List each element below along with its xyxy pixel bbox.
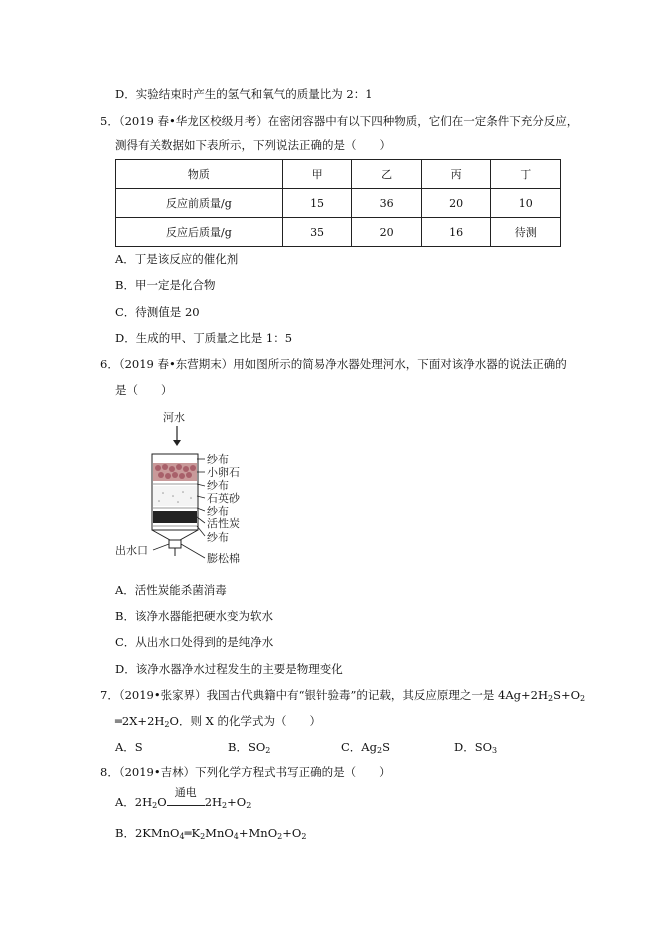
label-pebbles: 小卵石: [207, 466, 240, 479]
q5-option-d[interactable]: D．生成的甲、丁质量之比是 1：5: [115, 331, 293, 345]
q8-stem: 8．（2019•吉林）下列化学方程式书写正确的是（ ）: [100, 765, 391, 779]
table-row: [116, 160, 561, 189]
label-gauze-1: 纱布: [207, 453, 229, 466]
q8-option-b[interactable]: B．$2KMnO_4═K_2MnO_4+MnO_2+O_2$: [115, 826, 307, 841]
q6-option-d[interactable]: D．该净水器净水过程发生的主要是物理变化: [115, 662, 343, 676]
q6-option-c[interactable]: C．从出水口处得到的是纯净水: [115, 635, 274, 649]
q7-option-a[interactable]: A．S: [115, 740, 143, 754]
q4-option-d[interactable]: D．实验结束时产生的氢气和氧气的质量比为 2：1: [115, 87, 373, 101]
table-cell: 丙: [421, 160, 491, 189]
figure-label-river-water: 河水: [163, 411, 185, 424]
table-cell: 待测: [491, 218, 561, 247]
water-purifier-figure: [113, 408, 273, 568]
label-activated-carbon: 活性炭: [207, 517, 240, 530]
q6-stem-line2: 是（ ）: [115, 383, 173, 397]
label-quartz-sand: 石英砂: [207, 492, 240, 505]
table-cell: 甲: [282, 160, 352, 189]
q5-option-c[interactable]: C．待测值是 20: [115, 305, 200, 319]
table-cell: 15: [282, 189, 352, 218]
q7-stem-line2: $═2X+2H_2O$．则 X 的化学式为（ ）: [115, 714, 321, 729]
label-cotton: 膨松棉: [207, 552, 240, 565]
q7-option-d[interactable]: D．$SO_3$: [454, 740, 498, 755]
label-gauze-4: 纱布: [207, 531, 229, 544]
table-cell: 反应后质量/g: [116, 218, 283, 247]
table-cell: 反应前质量/g: [116, 189, 283, 218]
q5-stem-line2: 测得有关数据如下表所示，下列说法正确的是（ ）: [115, 138, 391, 152]
q5-option-a[interactable]: A．丁是该反应的催化剂: [115, 252, 239, 266]
table-cell: 20: [352, 218, 422, 247]
outlet-plug: [169, 540, 181, 548]
table-cell: 10: [491, 189, 561, 218]
table-cell: 16: [421, 218, 491, 247]
q6-stem-line1: 6．（2019 春•东营期末）用如图所示的简易净水器处理河水，下面对该净水器的说法正确的: [100, 357, 567, 371]
label-outlet: 出水口: [115, 544, 148, 557]
q6-option-a[interactable]: A．活性炭能杀菌消毒: [115, 583, 227, 597]
arrow-head-icon: [173, 440, 181, 446]
q5-option-b[interactable]: B．甲一定是化合物: [115, 278, 216, 292]
table-row: [116, 218, 561, 247]
sand-layer: [153, 486, 197, 506]
q7-option-b[interactable]: B．$SO_2$: [228, 740, 271, 755]
q8-option-a[interactable]: A．$2H_2O$ 通电 $2H_2+O_2$: [115, 786, 252, 810]
table-cell: 20: [421, 189, 491, 218]
label-gauze-2: 纱布: [207, 479, 229, 492]
table-row: [116, 189, 561, 218]
q5-stem-line1: 5．（2019 春•华龙区校级月考）在密闭容器中有以下四种物质，它们在一定条件下充分反应，: [100, 114, 579, 128]
q7-option-c[interactable]: C．$Ag_2S$: [341, 740, 390, 755]
funnel-outline: [152, 530, 198, 540]
reaction-condition: 通电: [167, 797, 205, 806]
q5-data-table: [115, 159, 561, 247]
table-cell: 35: [282, 218, 352, 247]
q7-stem-line1: 7．（2019•张家界）我国古代典籍中有“银针验毒”的记载，其反应原理之一是 $4Ag+2H_2S+O_2$: [100, 688, 586, 703]
table-cell: 36: [352, 189, 422, 218]
q6-option-b[interactable]: B．该净水器能把硬水变为软水: [115, 609, 273, 623]
carbon-layer: [153, 511, 197, 523]
table-cell: 物质: [116, 160, 283, 189]
label-gauze-3: 纱布: [207, 505, 229, 518]
table-cell: 丁: [491, 160, 561, 189]
table-cell: 乙: [352, 160, 422, 189]
